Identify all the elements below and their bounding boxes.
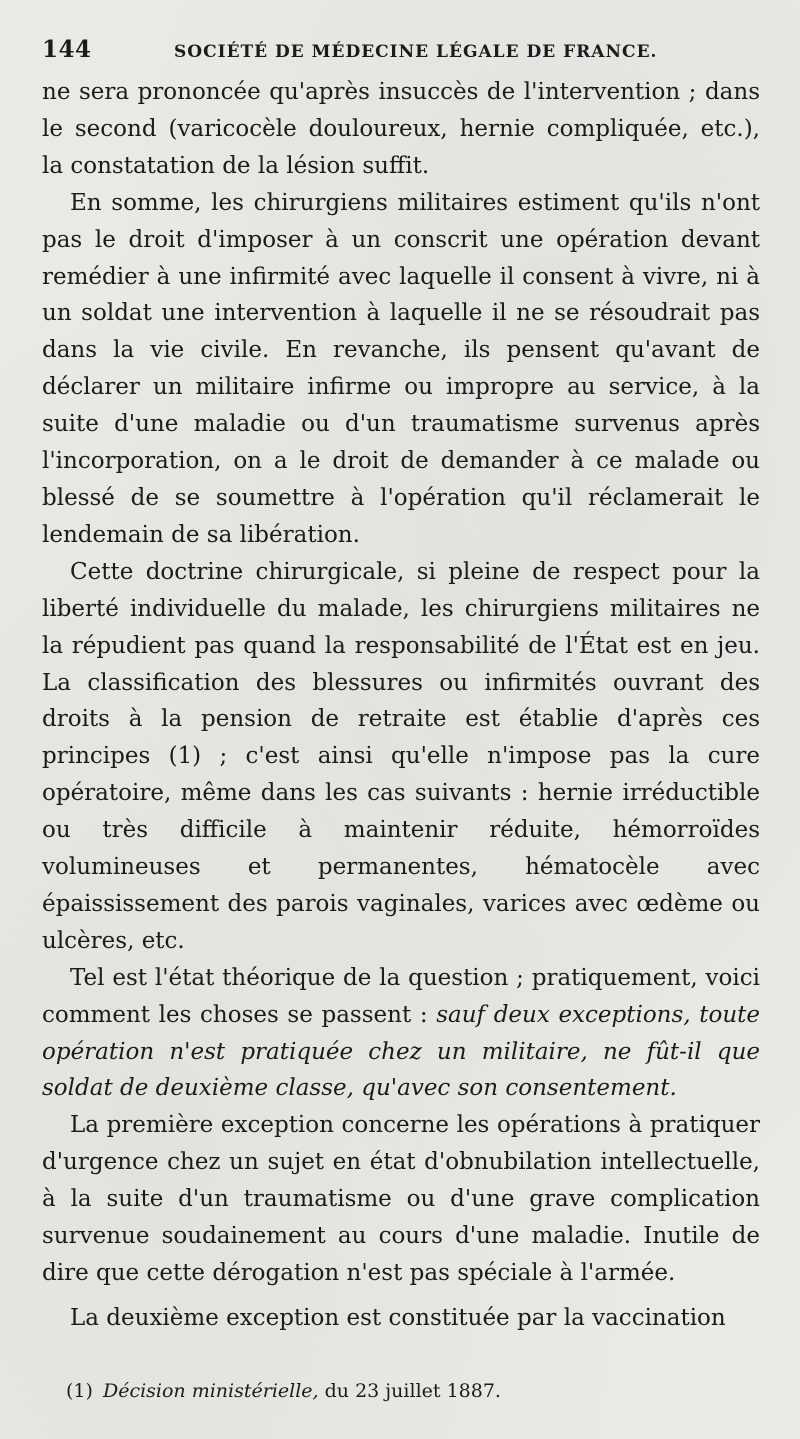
page-number: 144 [42,36,92,63]
paragraph-4 [42,960,760,1108]
paragraph-5: La première exception concerne les opérations à pratiquer d'urgence chez un sujet en état d'obnubilation intellectuelle, à la suite d'un traumatisme ou d'une grave complication survenue soudainement au cours d'une maladie. Inutile de dire que cette dérogation n'est pas spéciale à l'armée. [42,1112,760,1286]
paragraph-3: Cette doctrine chirurgicale, si pleine de respect pour la liberté individuelle du malade, les chirurgiens militaires ne la répudient pas quand la responsabilité de l'État est en jeu. La classification des blessures ou infirmités ouvrant des droits à la pension de retraite est établie d'après ces principes (1) ; c'est ainsi qu'elle n'impose pas la cure opératoire, même dans les cas suivants : hernie irréductible ou très difficile à maintenir réduite, hémorroïdes volumineuses et permanentes, hématocèle avec épaississement des parois vaginales, varices avec œdème ou ulcères, etc. [42,558,760,954]
body-text [42,74,760,1337]
footnote [42,1377,760,1405]
footnote-mark: (1) [66,1379,93,1402]
paragraph-1: ne sera prononcée qu'après insuccès de l'intervention ; dans le second (varicocèle douloureux, hernie compliquée, etc.), la constatation de la lésion suffit. [42,79,760,179]
footnote-italic: Décision ministérielle, [102,1379,319,1402]
page-header [42,36,760,70]
paragraph-4-italic: sauf deux exceptions, toute opération n'est pratiquée chez un militaire, ne fût-il que soldat de deuxième classe, qu'avec son consentement. [42,1001,760,1102]
running-title: SOCIÉTÉ DE MÉDECINE LÉGALE DE FRANCE. [174,42,658,62]
footnote-text: du 23 juillet 1887. [324,1379,501,1402]
paragraph-2: En somme, les chirurgiens militaires estiment qu'ils n'ont pas le droit d'imposer à un conscrit une opération devant remédier à une infirmité avec laquelle il consent à vivre, ni à un soldat une intervention à laquelle il ne se résoudrait pas dans la vie civile. En revanche, ils pensent qu'avant de déclarer un militaire infirme ou impropre au service, à la suite d'une maladie ou d'un traumatisme survenus après l'incorporation, on a le droit de demander à ce malade ou blessé de se soumettre à l'opération qu'il réclamerait le lendemain de sa libération. [42,189,760,548]
paragraph-6: La deuxième exception est constituée par la vaccination [70,1304,726,1331]
paragraph-4-roman: Tel est l'état théorique de la question ; pratiquement, voici comment les choses se passent : [42,964,760,1028]
